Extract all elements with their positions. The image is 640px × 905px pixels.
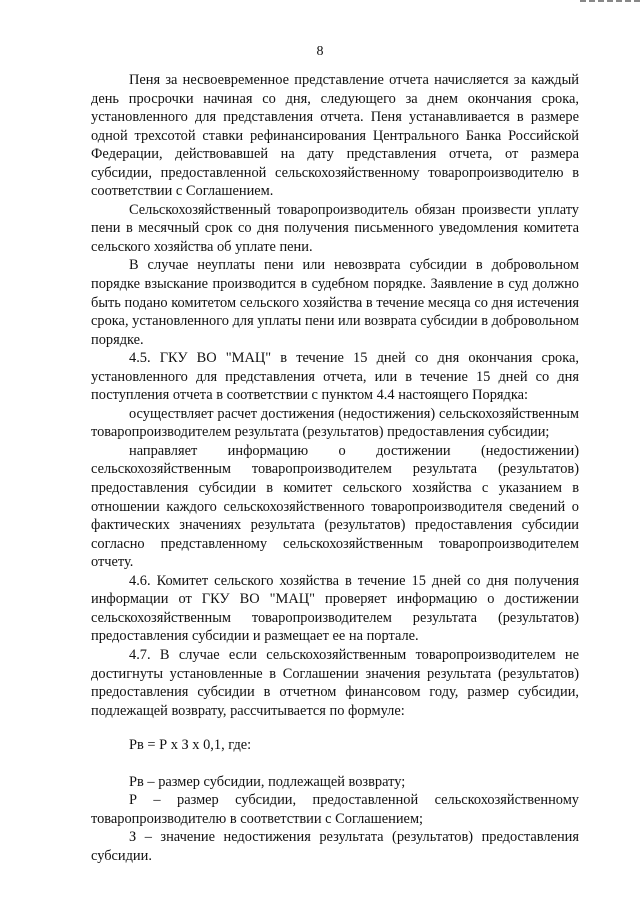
document-body	[91, 71, 579, 865]
paragraph-court-recovery: В случае неуплаты пени или невозврата субсидии в добровольном порядке взыскание производится в судебном порядке. Заявление в суд должно быть подано комитетом сельского хозяйства в течение месяца со дня истечения срока, установленного для уплаты пени или возврата субсидии в добровольном порядке.	[91, 257, 579, 348]
definition-z: З – значение недостижения результата (результатов) предоставления субсидии.	[91, 829, 579, 864]
paragraph-clause-4-5: 4.5. ГКУ ВО "МАЦ" в течение 15 дней со дня окончания срока, установленного для представления отчета, или в течение 15 дней со дня поступления отчета в соответствии с пунктом 4.4 настоящего Порядка:	[91, 350, 579, 404]
paragraph-penalty-accrual: Пеня за несвоевременное представление отчета начисляется за каждый день просрочки начиная со дня, следующего за днем окончания срока, установленного для представления отчета. Пеня устанавливается в размере одной трехсотой ставки рефинансирования Центрального Банка Российской Федерации, действовавшей на дату представления отчета, от размера субсидии, предоставленной сельскохозяйственному товаропроизводителю в соответствии с Соглашением.	[91, 72, 579, 200]
page-number: 8	[316, 44, 324, 59]
paragraph-clause-4-7: 4.7. В случае если сельскохозяйственным товаропроизводителем не достигнуты установленные в Соглашении значения результата (результатов) предоставления субсидии в отчетном финансовом году, размер субсидии, подлежащей возврату, рассчитывается по формуле:	[91, 646, 579, 719]
paragraph-clause-4-6: 4.6. Комитет сельского хозяйства в течение 15 дней со дня получения информации от ГКУ ВО "МАЦ" проверяет информацию о достижении сельскохозяйственным товаропроизводителем результата (результатов) предоставления субсидии и размещает ее на портале.	[91, 572, 579, 645]
definition-rv: Рв – размер субсидии, подлежащей возврату;	[129, 773, 406, 790]
scan-edge-mark	[580, 0, 640, 2]
paragraph-penalty-payment: Сельскохозяйственный товаропроизводитель обязан произвести уплату пени в месячный срок со дня получения письменного уведомления комитета сельского хозяйства об уплате пени.	[91, 201, 579, 255]
paragraph-calculation: осуществляет расчет достижения (недостижения) сельскохозяйственным товаропроизводителем результата (результатов) предоставления субсидии;	[91, 405, 579, 441]
definition-r: Р – размер субсидии, предоставленной сельскохозяйственному товаропроизводителю в соответствии с Соглашением;	[91, 792, 579, 827]
refund-formula: Рв = Р х З х 0,1, где:	[129, 737, 252, 754]
paragraph-information-transfer: направляет информацию о достижении (недостижении) сельскохозяйственным товаропроизводителем результата (результатов) предоставления субсидии в комитет сельского хозяйства с указанием в отношении каждого сельскохозяйственного товаропроизводителя сведений о фактических значениях результата (результатов) предоставления субсидии согласно представленному сельскохозяйственным товаропроизводителем отчету.	[91, 442, 579, 571]
